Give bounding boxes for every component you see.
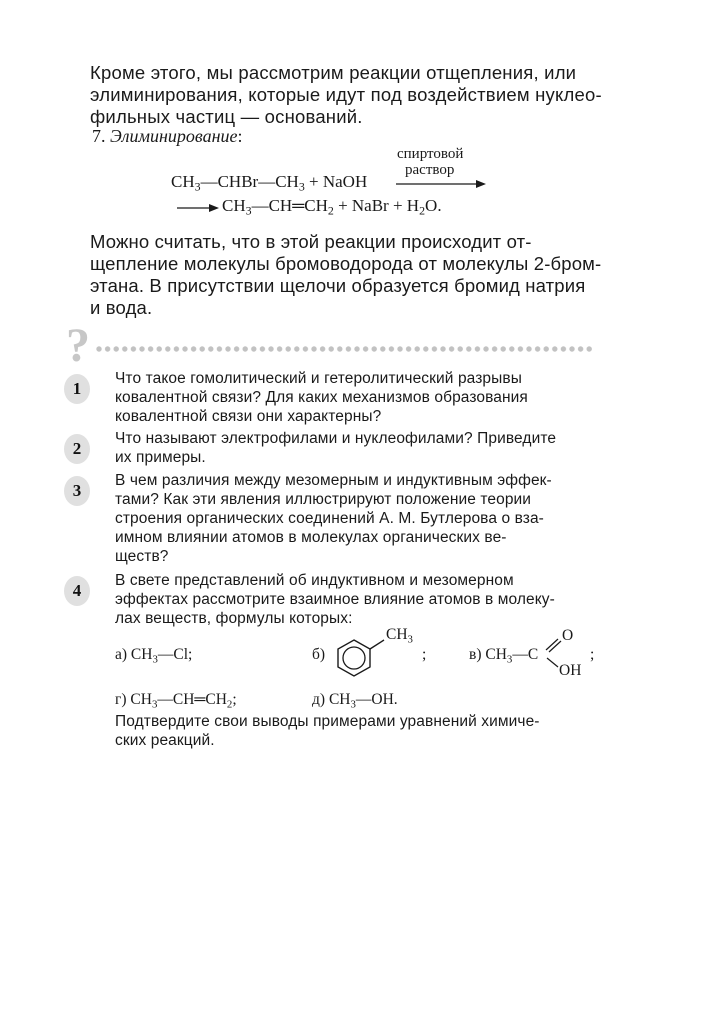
paragraph-line-2: щепление молекулы бромоводорода от молекулы 2-бром- bbox=[90, 253, 602, 274]
intro-line-2: элиминирования, которые идут под воздействием нуклео- bbox=[90, 84, 602, 105]
dotted-divider bbox=[96, 344, 592, 354]
question-4-line-3: лах веществ, формулы которых: bbox=[115, 610, 353, 627]
section-number: 7. bbox=[92, 126, 106, 146]
formula-a: а) $CH_3—Cl$; bbox=[115, 646, 193, 666]
question-3-line-5: ществ? bbox=[115, 548, 169, 565]
question-1-line-3: ковалентной связи они характерны? bbox=[115, 408, 382, 425]
question-number-badge: 3 bbox=[64, 476, 90, 506]
reaction-condition-top: спиртовой bbox=[397, 146, 464, 162]
question-4-line-1: В свете представлений об индуктивном и мезомерном bbox=[115, 572, 514, 589]
question-1-line-1: Что такое гомолитический и гетеролитический разрывы bbox=[115, 370, 522, 387]
reaction-reactants: $CH_3—CHBr—CH_3$ + NaOH bbox=[171, 172, 368, 194]
question-2-line-2: их примеры. bbox=[115, 449, 206, 466]
reaction-products: $CH_3—CH═CH_2$ + NaBr + $H_2O$. bbox=[222, 196, 442, 218]
question-1-line-2: ковалентной связи? Для каких механизмов образования bbox=[115, 389, 528, 406]
question-2-line-1: Что называют электрофилами и нуклеофилами? Приведите bbox=[115, 430, 557, 447]
reaction-condition-bottom: раствор bbox=[405, 162, 455, 178]
paragraph-line-3: этана. В присутствии щелочи образуется бромид натрия bbox=[90, 275, 586, 296]
conclusion-line-2: ских реакций. bbox=[115, 732, 215, 749]
formula-b-end: ; bbox=[422, 646, 427, 663]
intro-line-1: Кроме этого, мы рассмотрим реакции отщепления, или bbox=[90, 62, 577, 83]
question-3-line-1: В чем различия между мезомерным и индуктивным эффек- bbox=[115, 472, 552, 489]
question-number-badge: 4 bbox=[64, 576, 90, 606]
question-number-badge: 2 bbox=[64, 434, 90, 464]
question-number-badge: 1 bbox=[64, 374, 90, 404]
question-4-line-2: эффектах рассмотрите взаимное влияние атомов в молеку- bbox=[115, 591, 555, 608]
intro-line-3: фильных частиц — оснований. bbox=[90, 106, 363, 127]
formula-b-substituent: $CH_3$ bbox=[386, 626, 413, 646]
section-title: Элиминирование bbox=[110, 126, 238, 146]
question-3-line-3: строения органических соединений А. М. Бутлерова о вза- bbox=[115, 510, 544, 527]
formula-v: в) $CH_3—C$ bbox=[469, 646, 539, 666]
conclusion-line-1: Подтвердите свои выводы примерами уравнений химиче- bbox=[115, 713, 540, 730]
formula-v-end: ; bbox=[590, 646, 595, 663]
reaction-arrow bbox=[396, 178, 488, 190]
question-3-line-2: тами? Как эти явления иллюстрируют положение теории bbox=[115, 491, 532, 508]
reaction-continuation-arrow bbox=[177, 202, 221, 214]
formula-v-oxygen: O bbox=[562, 627, 574, 644]
question-3-line-4: имном влиянии атомов в молекулах органических ве- bbox=[115, 529, 507, 546]
paragraph-line-4: и вода. bbox=[90, 297, 153, 318]
question-mark-icon: ? bbox=[66, 319, 90, 372]
section-colon: : bbox=[237, 126, 243, 146]
section-heading bbox=[92, 126, 243, 147]
paragraph-line-1: Можно считать, что в этой реакции происходит от- bbox=[90, 231, 532, 252]
formula-b-label: б) bbox=[312, 646, 326, 663]
formula-d: д) $CH_3—OH$. bbox=[312, 691, 398, 711]
formula-v-hydroxyl: OH bbox=[559, 662, 582, 679]
formula-g: г) $CH_3—CH═CH_2$; bbox=[115, 691, 237, 711]
